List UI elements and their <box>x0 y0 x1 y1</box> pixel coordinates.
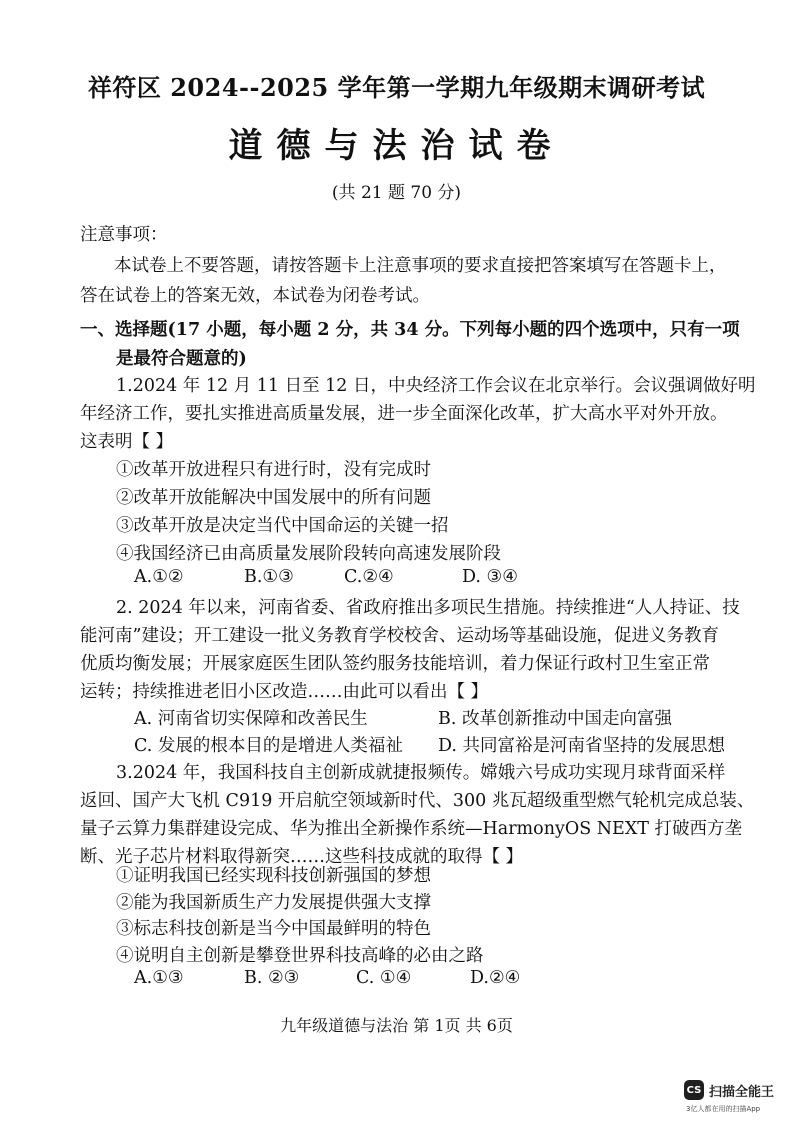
exam-title: 祥符区 2024--2025 学年第一学期九年级期末调研考试 <box>87 73 706 102</box>
statement: ②改革开放能解决中国发展中的所有问题 <box>116 488 431 508</box>
option-a: A. 河南省切实保障和改善民生 <box>134 709 368 729</box>
option-d: D. ③④ <box>462 567 518 587</box>
notice-line: 答在试卷上的答案无效，本试卷为闭卷考试。 <box>80 286 430 306</box>
option-b: B. ②③ <box>244 968 300 988</box>
page-footer: 九年级道德与法治 第 1页 共 6页 <box>280 1016 513 1035</box>
question-text: 这表明【 】 <box>80 432 174 452</box>
question-text: 3.2024 年，我国科技自主创新成就捷报频传。嫦娥六号成功实现月球背面采样 <box>116 763 726 783</box>
option-b: B. 改革创新推动中国走向富强 <box>438 709 672 729</box>
option-c: C. 发展的根本目的是增进人类福祉 <box>134 736 403 756</box>
statement: ①改革开放进程只有进行时，没有完成时 <box>116 460 431 480</box>
section-heading: 一、选择题(17 小题，每小题 2 分，共 34 分。下列每小题的四个选项中，只有一项 <box>80 320 740 340</box>
exam-meta: (共 21 题 70 分) <box>331 183 462 203</box>
watermark-name: 扫描全能王 <box>709 1084 775 1100</box>
statement: ②能为我国新质生产力发展提供强大支撑 <box>116 893 431 913</box>
question-text: 优质均衡发展；开展家庭医生团队签约服务技能培训，着力保证行政村卫生室正常 <box>80 654 710 674</box>
question-text: 运转；持续推进老旧小区改造……由此可以看出【 】 <box>80 682 489 702</box>
question-text: 断、光子芯片材料取得新突……这些科技成就的取得【 】 <box>80 847 524 867</box>
question-text: 1.2024 年 12 月 11 日至 12 日，中央经济工作会议在北京举行。会议强调做好明 <box>116 376 756 396</box>
option-b: B.①③ <box>244 567 294 587</box>
question-text: 年经济工作，要扎实推进高质量发展，进一步全面深化改革，扩大高水平对外开放。 <box>80 404 728 424</box>
question-text: 2. 2024 年以来，河南省委、省政府推出多项民生措施。持续推进“人人持证、技 <box>116 598 740 618</box>
notice-line: 本试卷上不要答题，请按答题卡上注意事项的要求直接把答案填写在答题卡上， <box>114 256 727 276</box>
statement: ①证明我国已经实现科技创新强国的梦想 <box>116 866 431 886</box>
watermark-tagline: 3亿人都在用的扫描App <box>686 1105 761 1113</box>
option-a: A.①③ <box>134 968 184 988</box>
notice-heading: 注意事项： <box>80 225 168 245</box>
camscanner-logo-icon: CS <box>684 1080 704 1100</box>
section-heading: 是最符合题意的) <box>116 349 247 369</box>
option-a: A.①② <box>134 567 184 587</box>
option-d: D.②④ <box>470 968 521 988</box>
statement: ③标志科技创新是当今中国最鲜明的特色 <box>116 919 431 939</box>
option-d: D. 共同富裕是河南省坚持的发展思想 <box>438 736 726 756</box>
scanner-watermark <box>684 1080 774 1100</box>
subject-title: 道德与法治试卷 <box>228 126 565 166</box>
statement: ④我国经济已由高质量发展阶段转向高速发展阶段 <box>116 544 501 564</box>
option-c: C.②④ <box>344 567 394 587</box>
statement: ④说明自主创新是攀登世界科技高峰的必由之路 <box>116 946 484 966</box>
question-text: 量子云算力集群建设完成、华为推出全新操作系统—HarmonyOS NEXT 打破西方垄 <box>80 819 743 839</box>
question-text: 能河南”建设；开工建设一批义务教育学校校舍、运动场等基础设施，促进义务教育 <box>80 626 719 646</box>
statement: ③改革开放是决定当代中国命运的关键一招 <box>116 516 449 536</box>
question-text: 返回、国产大飞机 C919 开启航空领域新时代、300 兆瓦超级重型燃气轮机完成总装、 <box>80 791 755 811</box>
option-c: C. ①④ <box>356 968 412 988</box>
